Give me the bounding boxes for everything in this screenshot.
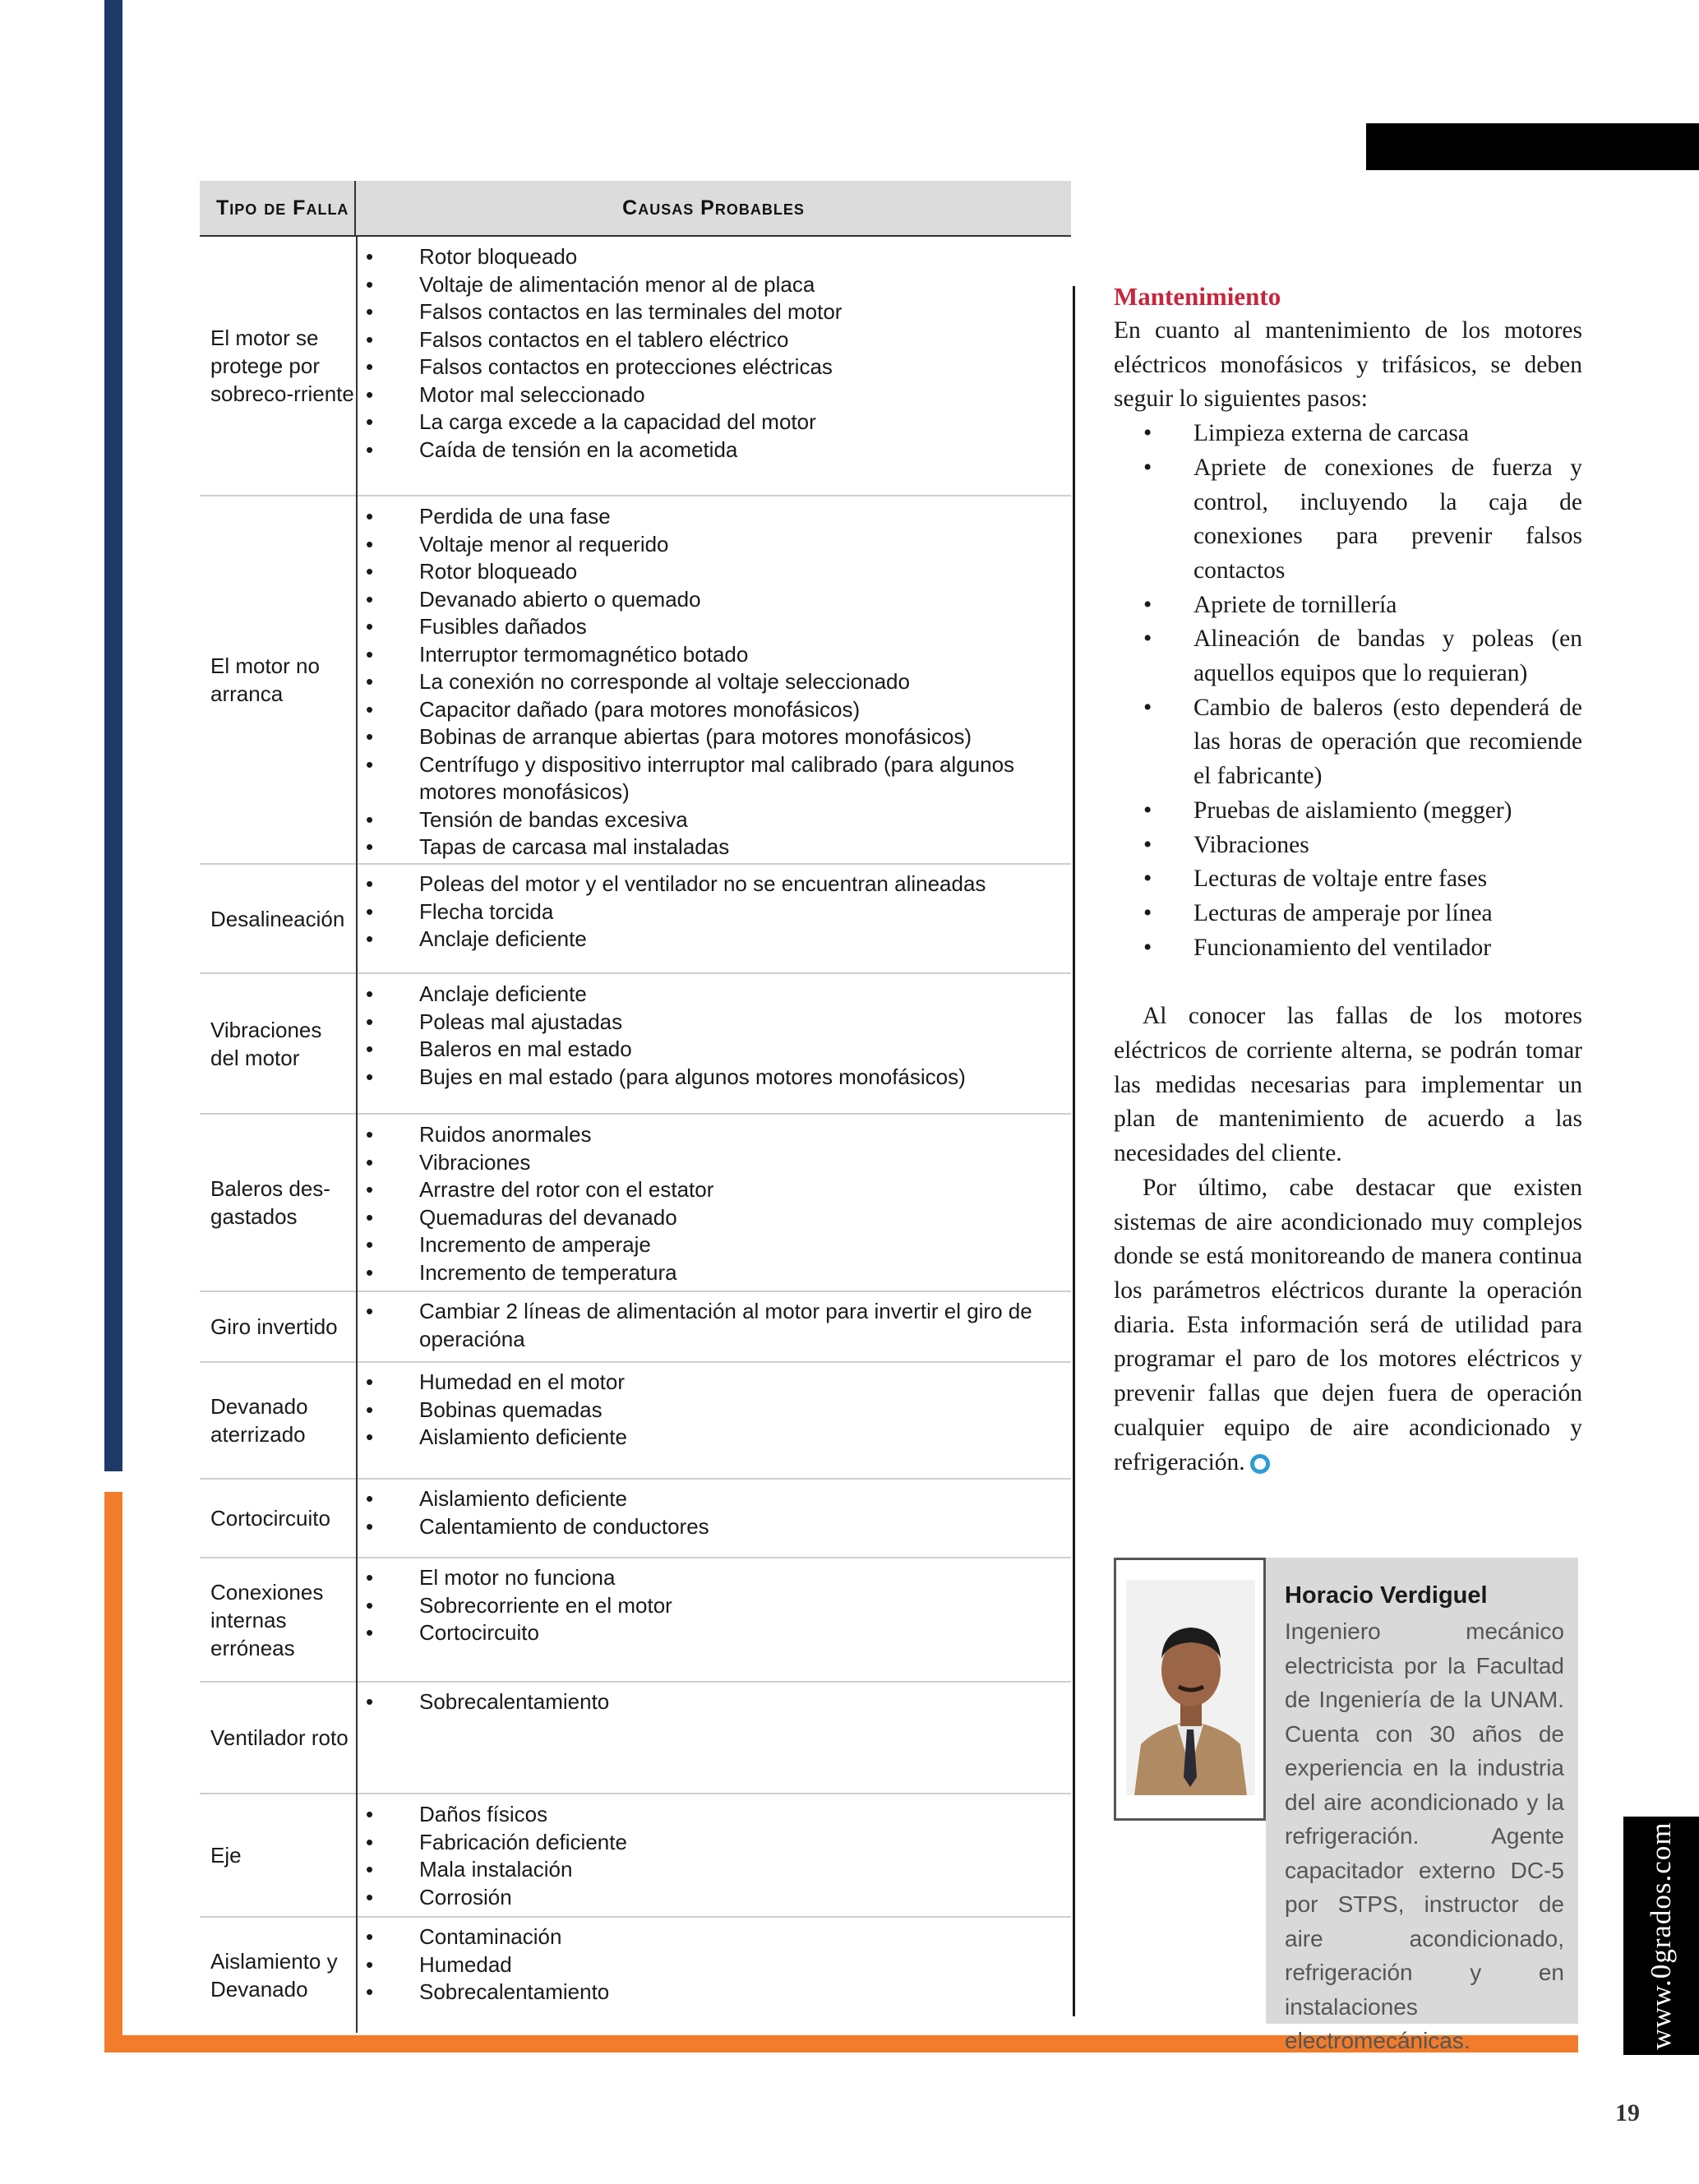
table-row (200, 974, 1071, 1115)
causes-cell (356, 1363, 1071, 1478)
cause-item: • El motor no funciona (356, 1564, 1038, 1592)
fault-type-cell: El motor no arranca (210, 653, 320, 706)
black-header-tab (1366, 123, 1699, 170)
cause-item: • La conexión no corresponde al voltaje seleccionado (356, 668, 1038, 696)
cause-item: • Rotor bloqueado (356, 558, 1038, 586)
article-column (1114, 279, 1582, 1480)
cause-item: • Cortocircuito (356, 1619, 1038, 1647)
step-item: • Apriete de conexiones de fuerza y control, incluyendo la caja de conexiones para prevenir falsos contactos (1114, 451, 1582, 589)
author-photo (1126, 1580, 1255, 1795)
step-item: • Alineación de bandas y poleas (en aquellos equipos que lo requieran) (1114, 622, 1582, 690)
table-row (200, 1558, 1071, 1683)
cause-item: • Vibraciones (356, 1149, 1038, 1177)
fault-type-cell: Giro invertido (210, 1314, 338, 1339)
causes-list (356, 1801, 1038, 1911)
column-divider (1073, 286, 1075, 2016)
causes-cell (356, 237, 1071, 495)
cause-item: • Sobrecalentamiento (356, 1979, 1038, 2006)
cause-item: • Sobrecorriente en el motor (356, 1592, 1038, 1620)
table-row (200, 1292, 1071, 1363)
causes-cell (356, 1683, 1071, 1793)
header-probable-causes: Causas Probables (622, 196, 805, 219)
causes-cell (356, 1292, 1071, 1361)
fault-type-cell: Devanado aterrizado (210, 1394, 308, 1447)
section-title: Mantenimiento (1114, 282, 1281, 311)
intro-paragraph: En cuanto al mantenimiento de los motores eléctricos monofásicos y trifásicos, se deben seguir lo siguientes pasos: (1114, 317, 1582, 413)
fault-table (200, 181, 1071, 2033)
causes-list (356, 503, 1038, 861)
cause-item: • Bujes en mal estado (para algunos motores monofásicos) (356, 1064, 1038, 1092)
causes-cell (356, 1558, 1071, 1681)
causes-cell (356, 1115, 1071, 1291)
cause-item: • Motor mal seleccionado (356, 381, 1038, 409)
cause-item: • Arrastre del rotor con el estator (356, 1176, 1038, 1204)
cause-item: • Corrosión (356, 1884, 1038, 1912)
table-body (200, 235, 1071, 2033)
table-row (200, 1480, 1071, 1558)
causes-list (356, 981, 1038, 1091)
cause-item: • Voltaje de alimentación menor al de placa (356, 271, 1038, 299)
cause-item: • Ruidos anormales (356, 1121, 1038, 1149)
causes-cell (356, 1918, 1071, 2033)
cause-item: • Incremento de temperatura (356, 1259, 1038, 1287)
cause-item: • Bobinas quemadas (356, 1397, 1038, 1424)
cause-item: • Falsos contactos en las terminales del motor (356, 298, 1038, 326)
blue-side-bar (104, 0, 122, 1471)
table-row (200, 1683, 1071, 1794)
cause-item: • Poleas del motor y el ventilador no se encuentran alineadas (356, 870, 1038, 898)
cause-item: • Quemaduras del devanado (356, 1204, 1038, 1232)
cause-item: • Aislamiento deficiente (356, 1424, 1038, 1452)
table-row (200, 496, 1071, 865)
step-item: • Funcionamiento del ventilador (1114, 931, 1582, 966)
fault-type-cell: Baleros des-gastados (210, 1176, 330, 1229)
step-item: • Vibraciones (1114, 829, 1582, 863)
cause-item: • Aislamiento deficiente (356, 1485, 1038, 1513)
step-item: • Pruebas de aislamiento (megger) (1114, 794, 1582, 829)
author-name: Horacio Verdiguel (1285, 1582, 1488, 1609)
causes-list (356, 1923, 1038, 2006)
causes-list (356, 1688, 1038, 1716)
causes-cell (356, 1794, 1071, 1916)
causes-list (356, 1298, 1038, 1353)
cause-item: • Falsos contactos en protecciones eléctricas (356, 353, 1038, 381)
cause-item: • Rotor bloqueado (356, 243, 1038, 271)
cause-item: • Incremento de amperaje (356, 1231, 1038, 1259)
causes-cell (356, 496, 1071, 863)
cause-item: • Anclaje deficiente (356, 981, 1038, 1009)
cause-item: • Flecha torcida (356, 898, 1038, 926)
step-item: • Lecturas de amperaje por línea (1114, 897, 1582, 931)
author-bio: Ingeniero mecánico electricista por la Facultad de Ingeniería de la UNAM. Cuenta con 30 años de experiencia en la industria del aire acondicionado y la refrigeración. Agente capacitador externo DC-5 por STPS, instructor de aire acondicionado, refrigeración y en instalaciones electromecánicas. (1285, 1618, 1564, 2053)
maintenance-steps (1114, 417, 1582, 965)
cause-item: • Mala instalación (356, 1856, 1038, 1884)
orange-side-bar (104, 1492, 122, 2052)
causes-cell (356, 974, 1071, 1113)
fault-type-cell: Aislamiento y Devanado (210, 1949, 338, 2002)
cause-item: • Fabricación deficiente (356, 1829, 1038, 1857)
fault-type-cell: Ventilador roto (210, 1725, 349, 1750)
fault-type-cell: Cortocircuito (210, 1506, 330, 1531)
causes-list (356, 1121, 1038, 1286)
table-row (200, 1918, 1071, 2033)
fault-type-cell: Eje (210, 1843, 242, 1868)
cause-item: • Capacitor dañado (para motores monofásicos) (356, 696, 1038, 724)
cause-item: • Perdida de una fase (356, 503, 1038, 531)
cause-item: • La carga excede a la capacidad del motor (356, 409, 1038, 436)
site-url[interactable]: www.0grados.com (1645, 1822, 1677, 2050)
conclusion-paragraph-2: Por último, cabe destacar que existen sistemas de aire acondicionado muy complejos donde se está monitoreando de manera continua los parámetros eléctricos durante la operación diaria. Esta información será de utilidad para programar el paro de los motores eléctricos y prevenir fallas que dejen fuera de operación cualquier equipo de aire acondicionado y refrigeración. (1114, 1174, 1582, 1475)
cause-item: • Baleros en mal estado (356, 1036, 1038, 1064)
causes-list (356, 1369, 1038, 1452)
cause-item: • Poleas mal ajustadas (356, 1009, 1038, 1037)
causes-list (356, 243, 1038, 464)
step-item: • Cambio de baleros (esto dependerá de las horas de operación que recomiende el fabricante) (1114, 691, 1582, 794)
table-header (200, 181, 1071, 235)
cause-item: • Sobrecalentamiento (356, 1688, 1038, 1716)
cause-item: • Humedad (356, 1951, 1038, 1979)
fault-type-cell: Vibraciones del motor (210, 1017, 322, 1070)
cause-item: • Tensión de bandas excesiva (356, 806, 1038, 834)
cause-item: • Contaminación (356, 1923, 1038, 1951)
cause-item: • Bobinas de arranque abiertas (para motores monofásicos) (356, 723, 1038, 751)
step-item: • Lecturas de voltaje entre fases (1114, 862, 1582, 897)
header-fault-type: Tipo de Falla (200, 181, 356, 235)
table-row (200, 237, 1071, 496)
cause-item: • Caída de tensión en la acometida (356, 436, 1038, 464)
table-row (200, 1115, 1071, 1292)
table-row (200, 865, 1071, 974)
step-item: • Apriete de tornillería (1114, 589, 1582, 623)
cause-item: • Centrífugo y dispositivo interruptor mal calibrado (para algunos motores monofásicos) (356, 751, 1038, 806)
cause-item: • Tapas de carcasa mal instaladas (356, 833, 1038, 861)
cause-item: • Cambiar 2 líneas de alimentación al motor para invertir el giro de operacióna (356, 1298, 1038, 1353)
cause-item: • Interruptor termomagnético botado (356, 641, 1038, 669)
causes-cell (356, 865, 1071, 972)
page-number: 19 (1615, 2099, 1640, 2126)
table-row (200, 1363, 1071, 1480)
fault-type-cell: Conexiones internas erróneas (210, 1579, 324, 1660)
end-of-article-icon (1250, 1454, 1270, 1474)
cause-item: • Fusibles dañados (356, 613, 1038, 641)
fault-type-cell: Desalineación (210, 906, 345, 931)
cause-item: • Devanado abierto o quemado (356, 586, 1038, 614)
step-item: • Limpieza externa de carcasa (1114, 417, 1582, 451)
causes-list (356, 1564, 1038, 1647)
causes-list (356, 1485, 1038, 1540)
conclusion-paragraph-1: Al conocer las fallas de los motores eléctricos de corriente alterna, se podrán tomar las medidas necesarias para implementar un plan de mantenimiento de acuerdo a las necesidades del cliente. (1114, 1003, 1582, 1167)
causes-list (356, 870, 1038, 953)
cause-item: • Daños físicos (356, 1801, 1038, 1829)
fault-type-cell: El motor se protege por sobreco-rriente (210, 326, 354, 406)
cause-item: • Humedad en el motor (356, 1369, 1038, 1397)
cause-item: • Calentamiento de conductores (356, 1513, 1038, 1541)
causes-cell (356, 1480, 1071, 1557)
cause-item: • Anclaje deficiente (356, 926, 1038, 953)
cause-item: • Voltaje menor al requerido (356, 531, 1038, 559)
table-row (200, 1794, 1071, 1918)
cause-item: • Falsos contactos en el tablero eléctrico (356, 326, 1038, 354)
